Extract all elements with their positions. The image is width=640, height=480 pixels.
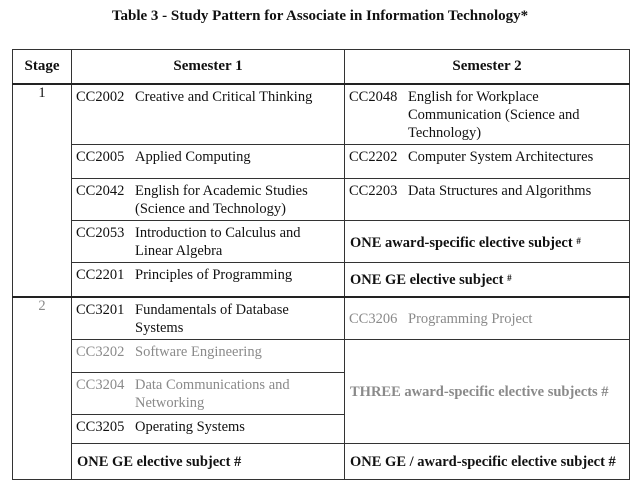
subject-name: Programming Project (408, 310, 533, 327)
subject-code: CC3202 (76, 343, 125, 360)
subject-name: Software Engineering (135, 343, 262, 360)
subject-code: CC2002 (76, 89, 125, 105)
subject-name: Computer System Architectures (408, 149, 594, 165)
table-row (13, 221, 630, 263)
header-semester-2: Semester 2 (345, 50, 630, 85)
elective-label: ONE GE elective subject # (77, 454, 242, 470)
study-pattern-table (12, 49, 630, 480)
semester-1-subject (72, 221, 345, 263)
semester-1-subject (72, 84, 345, 145)
elective-label: ONE GE elective subject (350, 272, 504, 289)
subject-code: CC3206 (349, 310, 398, 327)
subject-code: CC2048 (349, 89, 398, 105)
subject-code: CC2005 (76, 149, 125, 165)
table-title: Table 3 - Study Pattern for Associate in Information Technology* (111, 8, 529, 24)
hash-footnote: # (507, 273, 512, 284)
subject-code: CC2202 (349, 149, 398, 165)
subject-name: Applied Computing (135, 149, 251, 165)
subject-code: CC3204 (76, 376, 125, 393)
header-row (13, 50, 630, 85)
subject-name: Operating Systems (135, 418, 245, 435)
semester-2-elective (345, 263, 630, 297)
table-row (13, 263, 630, 297)
table-row (13, 443, 630, 479)
semester-2-subject (345, 179, 630, 221)
semester-2-elective (345, 339, 630, 443)
elective-label: THREE award-specific elective subjects # (350, 384, 609, 400)
semester-1-subject (72, 145, 345, 179)
table-row (13, 339, 630, 372)
subject-code: CC2042 (76, 183, 125, 199)
semester-1-subject (72, 263, 345, 297)
subject-code: CC2053 (76, 225, 125, 241)
semester-1-subject (72, 179, 345, 221)
subject-code: CC2201 (76, 267, 125, 283)
semester-2-subject (345, 297, 630, 340)
subject-name: English for Workplace Communication (Science and Technology) (408, 89, 580, 141)
table-row (13, 179, 630, 221)
table-row (13, 84, 630, 145)
elective-label: ONE GE / award-specific elective subject # (350, 454, 616, 470)
subject-name: Introduction to Calculus and Linear Algebra (135, 225, 301, 259)
subject-code: CC2203 (349, 183, 398, 199)
semester-1-subject (72, 414, 345, 443)
subject-name: Principles of Programming (135, 267, 293, 283)
hash-footnote: # (576, 235, 581, 246)
semester-2-subject (345, 84, 630, 145)
subject-name: Data Structures and Algorithms (408, 183, 592, 199)
semester-2-elective (345, 443, 630, 479)
semester-2-subject (345, 145, 630, 179)
semester-2-elective (345, 221, 630, 263)
elective-label: ONE award-specific elective subject (350, 234, 573, 251)
header-stage: Stage (13, 50, 72, 85)
semester-1-elective (72, 443, 345, 479)
semester-1-subject (72, 297, 345, 340)
subject-name: English for Academic Studies (Science and Technology) (135, 183, 308, 217)
subject-name: Creative and Critical Thinking (135, 89, 313, 105)
header-semester-1: Semester 1 (72, 50, 345, 85)
table-row (13, 297, 630, 340)
subject-name: Data Communications and Networking (135, 376, 290, 411)
semester-1-subject (72, 339, 345, 372)
subject-code: CC3205 (76, 418, 125, 435)
stage-1-cell: 1 (13, 84, 72, 297)
semester-1-subject (72, 372, 345, 414)
subject-code: CC3201 (76, 301, 125, 318)
subject-name: Fundamentals of Database Systems (135, 301, 289, 336)
table-row (13, 145, 630, 179)
stage-2-cell: 2 (13, 297, 72, 480)
